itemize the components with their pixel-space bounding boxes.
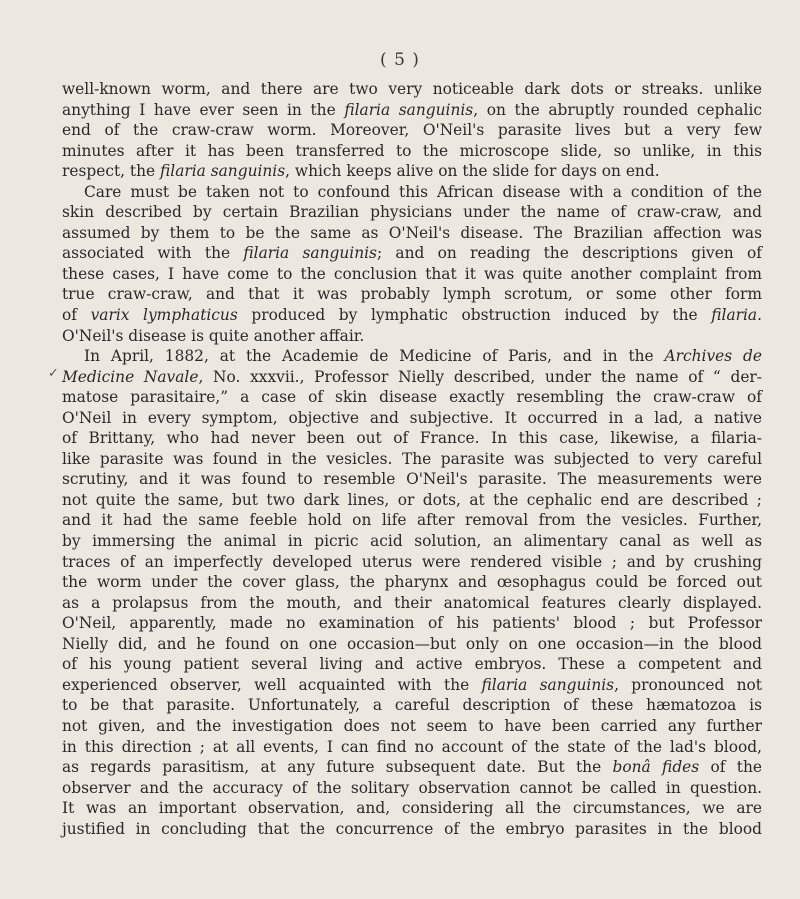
text-run: of xyxy=(62,306,91,325)
text-run: O'Neil, apparently, made no examination of his patients' blood ; but Professor xyxy=(62,614,762,633)
text-run: in this direction ; at all events, I can find no account of the state of the lad's blood, xyxy=(62,737,762,756)
text-line xyxy=(62,141,762,162)
text-line xyxy=(62,654,762,675)
text-run: Care must be taken not to confound this African disease with a condition of the xyxy=(84,182,762,201)
text-run: not quite the same, but two dark lines, or dots, at the cephalic end are described ; xyxy=(62,490,762,509)
text-run: assumed by them to be the same as O'Neil's disease. The Brazilian affection was xyxy=(62,223,762,242)
text-run: and it had the same feeble hold on life after removal from the vesicles. Further, xyxy=(62,511,762,530)
text-run: produced by lymphatic obstruction induced by the xyxy=(237,306,712,325)
text-run: , on the abruptly rounded cephalic xyxy=(473,100,762,119)
text-run: traces of an imperfectly developed uterus were rendered visible ; and by crushing xyxy=(62,552,762,571)
text-run: scrutiny, and it was found to resemble O'Neil's parasite. The measurements were xyxy=(62,470,762,489)
text-line xyxy=(62,490,762,511)
text-line xyxy=(62,182,762,203)
text-run: to be that parasite. Unfortunately, a careful description of these hæmatozoa is xyxy=(62,696,762,715)
text-run: , No. xxxvii., Professor Nielly described, under the name of “ der- xyxy=(198,367,762,386)
italic-text: filaria sanguinis xyxy=(243,244,377,263)
text-line xyxy=(62,367,762,388)
text-run: minutes after it has been transferred to the microscope slide, so unlike, in this xyxy=(62,141,762,160)
paragraph xyxy=(62,346,762,839)
text-line xyxy=(62,634,762,655)
text-run: like parasite was found in the vesicles. The parasite was subjected to very careful xyxy=(62,449,762,468)
text-run: as a prolapsus from the mouth, and their anatomical features clearly displayed. xyxy=(62,593,762,612)
text-run: O'Neil in every symptom, objective and subjective. It occurred in a lad, a native xyxy=(62,408,762,427)
text-line xyxy=(62,120,762,141)
text-run: O'Neil's disease is quite another affair. xyxy=(62,326,365,345)
text-line xyxy=(62,798,762,819)
text-run: skin described by certain Brazilian physicians under the name of craw-craw, and xyxy=(62,203,762,222)
text-line xyxy=(62,469,762,490)
text-line xyxy=(62,346,762,367)
italic-text: filaria. xyxy=(711,306,762,325)
italic-text: Archives de xyxy=(664,347,762,366)
text-run: of Brittany, who had never been out of France. In this case, likewise, a filaria- xyxy=(62,429,762,448)
text-line xyxy=(62,264,762,285)
text-run: of his young patient several living and active embryos. These a competent and xyxy=(62,655,762,674)
page-number: ( 5 ) xyxy=(380,50,420,70)
text-line xyxy=(62,695,762,716)
text-line xyxy=(62,552,762,573)
text-run: not given, and the investigation does not seem to have been carried any further xyxy=(62,716,762,735)
italic-text: bonâ fides xyxy=(612,758,700,777)
text-run: as regards parasitism, at any future subsequent date. But the xyxy=(62,758,613,777)
text-line xyxy=(62,819,762,840)
text-run: matose parasitaire,” a case of skin disease exactly resembling the craw-craw of xyxy=(62,388,762,407)
text-run: Nielly did, and he found on one occasion—but only on one occasion—in the blood xyxy=(62,634,762,653)
text-line xyxy=(62,428,762,449)
text-line xyxy=(62,223,762,244)
text-run: In April, 1882, at the Academie de Medicine of Paris, and in the xyxy=(84,347,665,366)
text-run: respect, the xyxy=(62,162,161,181)
italic-text: Medicine Navale xyxy=(62,367,199,386)
italic-text: filaria sanguinis xyxy=(160,162,286,181)
text-line xyxy=(62,449,762,470)
text-line xyxy=(62,716,762,737)
text-run: associated with the xyxy=(62,244,244,263)
text-run: by immersing the animal in picric acid solution, an alimentary canal as well as xyxy=(62,532,762,551)
body-text xyxy=(62,79,762,839)
text-line xyxy=(62,531,762,552)
text-line xyxy=(62,387,762,408)
text-line xyxy=(62,408,762,429)
text-line xyxy=(62,305,762,326)
text-line xyxy=(62,613,762,634)
text-line xyxy=(62,572,762,593)
text-run: , pronounced not xyxy=(614,675,762,694)
text-run: It was an important observation, and, considering all the circumstances, we are xyxy=(62,799,762,818)
text-run: ; and on reading the descriptions given of xyxy=(376,244,762,263)
text-run: the worm under the cover glass, the pharynx and œsophagus could be forced out xyxy=(62,573,762,592)
text-run: well-known worm, and there are two very noticeable dark dots or streaks. unlike xyxy=(62,80,762,98)
text-run: these cases, I have come to the conclusion that it was quite another complaint from xyxy=(62,264,762,283)
text-line xyxy=(62,326,762,347)
text-line xyxy=(62,100,762,121)
margin-check-mark: ✓ xyxy=(48,366,59,381)
text-run: justified in concluding that the concurrence of the embryo parasites in the blood xyxy=(62,819,762,838)
text-line xyxy=(62,675,762,696)
paragraph xyxy=(62,182,762,346)
text-run: end of the craw-craw worm. Moreover, O'Neil's parasite lives but a very few xyxy=(62,121,762,140)
text-run: of the xyxy=(699,758,762,777)
text-line xyxy=(62,510,762,531)
text-line xyxy=(62,161,762,182)
text-line xyxy=(62,243,762,264)
text-line xyxy=(62,757,762,778)
text-run: , which keeps alive on the slide for days on end. xyxy=(285,162,660,181)
text-run: true craw-craw, and that it was probably lymph scrotum, or some other form xyxy=(62,285,762,304)
paragraph xyxy=(62,79,762,182)
text-line xyxy=(62,737,762,758)
text-line xyxy=(62,202,762,223)
italic-text: varix lymphaticus xyxy=(90,306,238,325)
italic-text: filaria sanguinis xyxy=(344,100,474,119)
text-run: experienced observer, well acquainted with the xyxy=(62,675,482,694)
text-line xyxy=(62,593,762,614)
text-run: anything I have ever seen in the xyxy=(62,100,345,119)
text-run: observer and the accuracy of the solitary observation cannot be called in question. xyxy=(62,778,762,797)
italic-text: filaria sanguinis xyxy=(481,675,615,694)
text-line xyxy=(62,79,762,100)
text-line xyxy=(62,284,762,305)
text-line xyxy=(62,778,762,799)
